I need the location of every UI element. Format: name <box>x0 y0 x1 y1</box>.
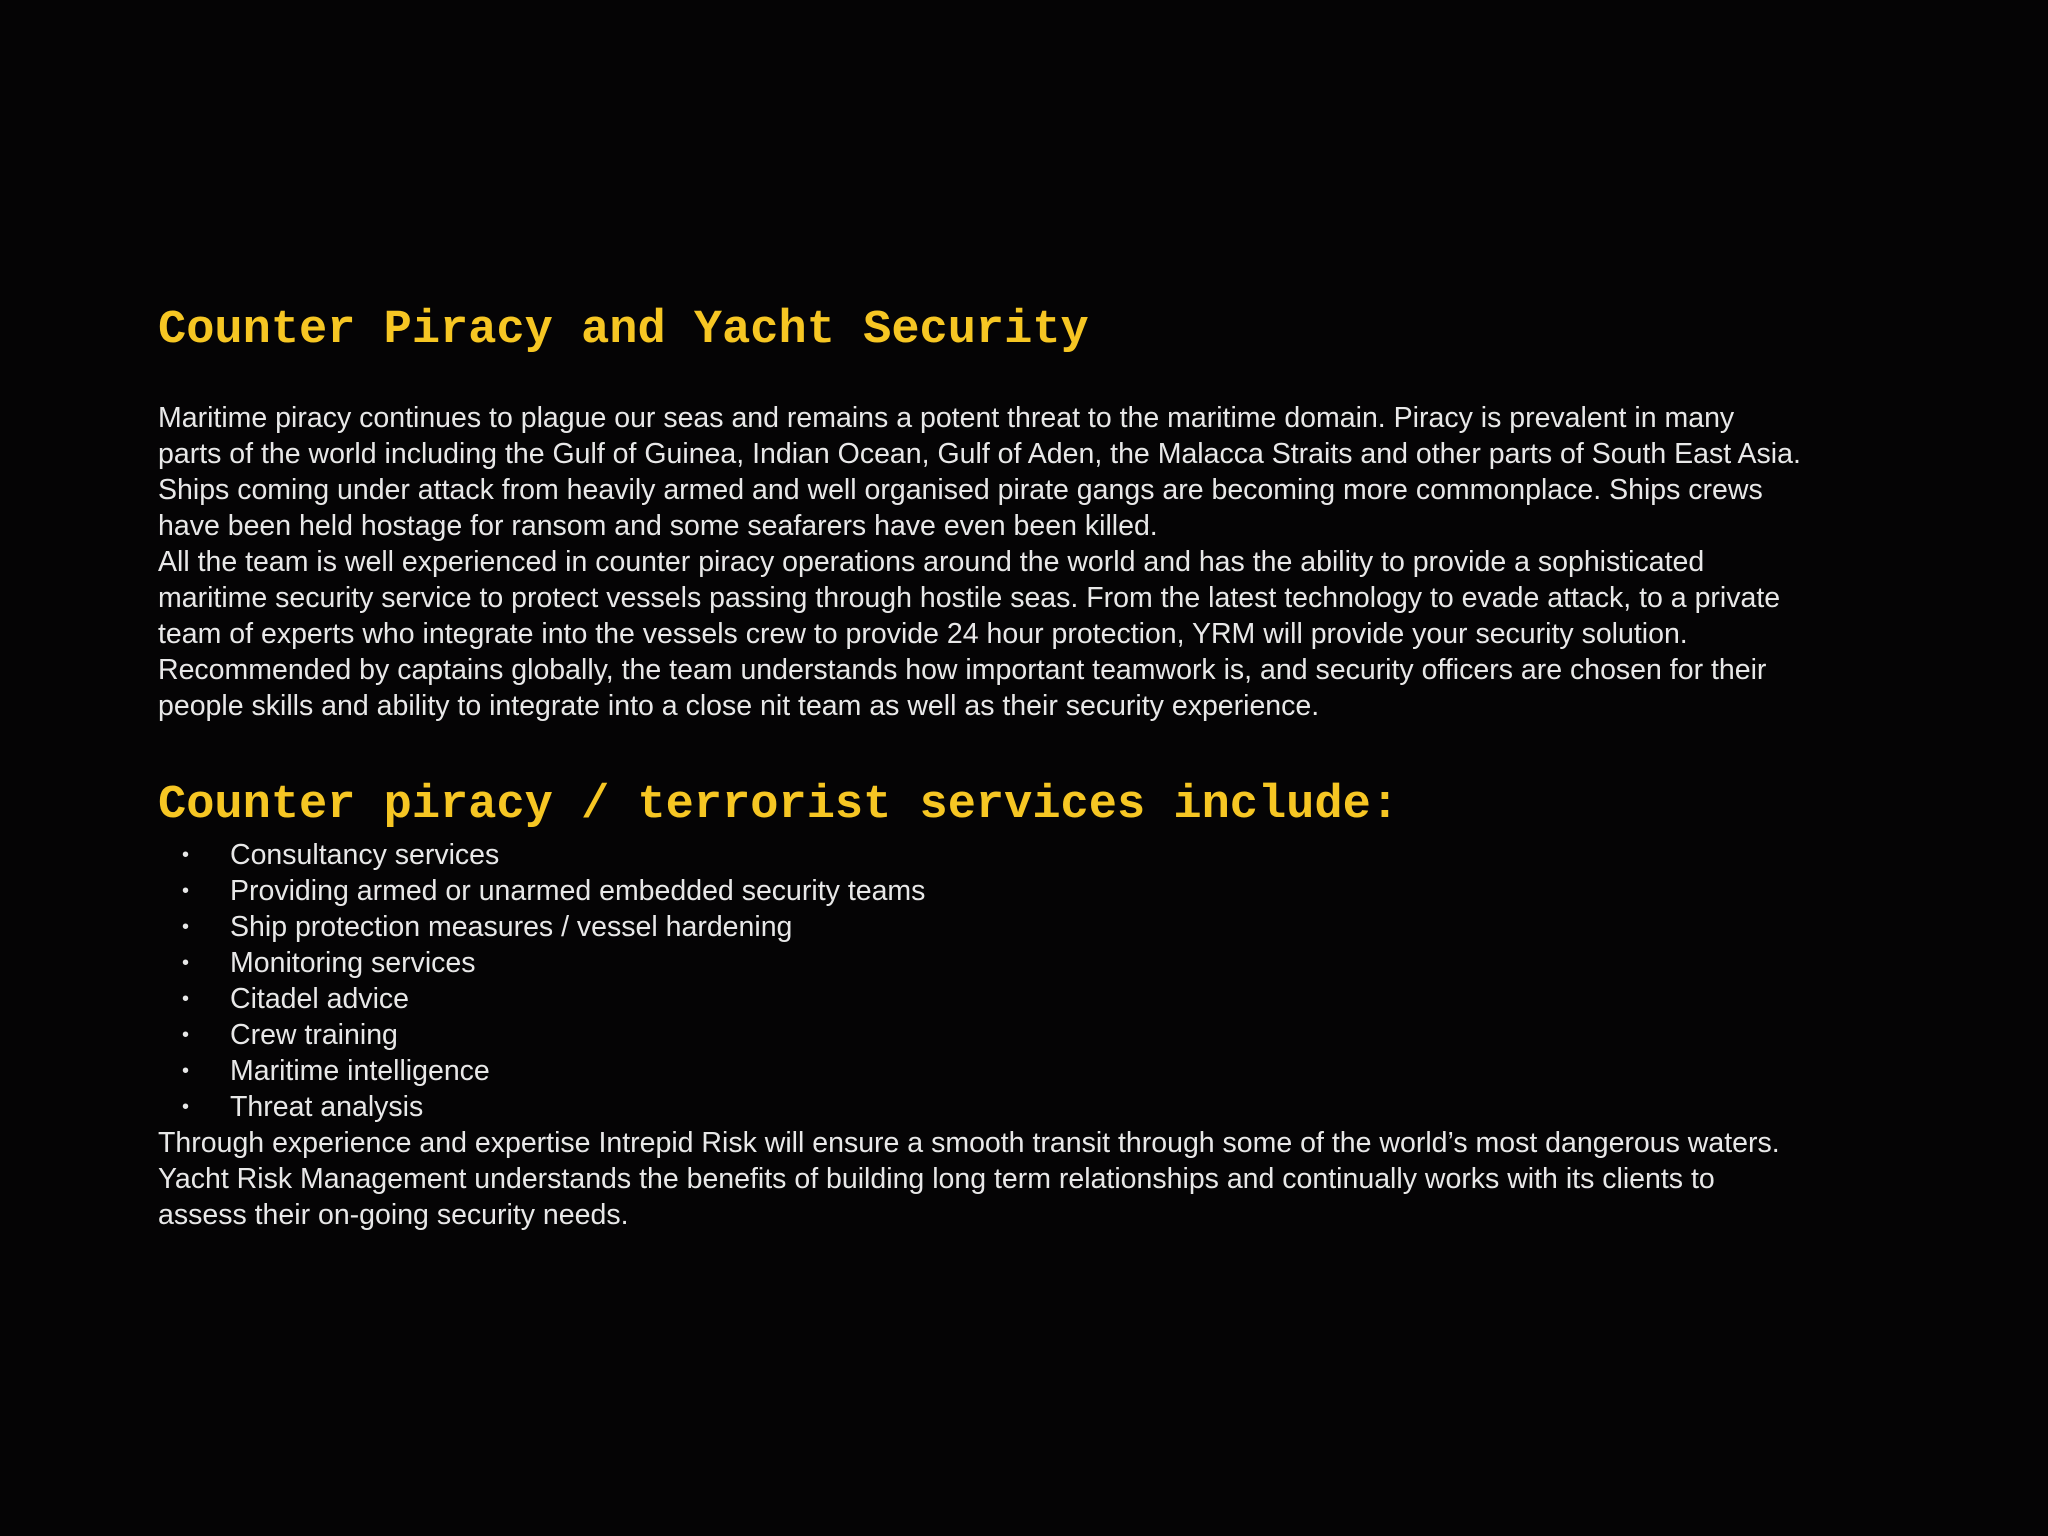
service-label: Maritime intelligence <box>230 1055 490 1087</box>
list-item <box>158 1089 1918 1125</box>
list-item <box>158 1053 1918 1089</box>
list-item <box>158 909 1918 945</box>
list-item <box>158 837 1918 873</box>
service-label: Citadel advice <box>230 983 410 1015</box>
bullet-icon: • <box>182 916 190 938</box>
intro-line: team of experts who integrate into the vessels crew to provide 24 hour protection, YRM will provide your security solution. <box>158 618 1688 650</box>
service-label: Providing armed or unarmed embedded security teams <box>230 875 926 907</box>
intro-line: Recommended by captains globally, the team understands how important teamwork is, and security officers are chosen for their <box>158 654 1767 686</box>
page-title: Counter Piracy and Yacht Security <box>158 304 1089 357</box>
list-item <box>158 873 1918 909</box>
service-label: Crew training <box>230 1019 398 1051</box>
bullet-icon: • <box>182 952 190 974</box>
list-item <box>158 981 1918 1017</box>
list-item <box>158 1017 1918 1053</box>
service-label: Threat analysis <box>230 1091 424 1123</box>
intro-line: have been held hostage for ransom and some seafarers have even been killed. <box>158 510 1158 542</box>
list-item <box>158 945 1918 981</box>
bullet-icon: • <box>182 1060 190 1082</box>
bullet-icon: • <box>182 880 190 902</box>
intro-line: people skills and ability to integrate into a close nit team as well as their security experience. <box>158 690 1320 722</box>
intro-paragraph <box>158 400 1918 724</box>
closing-line: Through experience and expertise Intrepid Risk will ensure a smooth transit through some of the world’s most dangerous waters. <box>158 1127 1780 1159</box>
closing-line: Yacht Risk Management understands the benefits of building long term relationships and continually works with its clients to <box>158 1163 1715 1195</box>
service-label: Monitoring services <box>230 947 476 979</box>
closing-line: assess their on-going security needs. <box>158 1199 629 1231</box>
slide-content <box>158 300 1918 1233</box>
bullet-icon: • <box>182 844 190 866</box>
intro-line: maritime security service to protect vessels passing through hostile seas. From the latest technology to evade attack, to a private <box>158 582 1781 614</box>
intro-line: Ships coming under attack from heavily armed and well organised pirate gangs are becoming more commonplace. Ships crews <box>158 474 1763 506</box>
intro-line: parts of the world including the Gulf of Guinea, Indian Ocean, Gulf of Aden, the Malacca Straits and other parts of South East Asia. <box>158 438 1801 470</box>
services-heading: Counter piracy / terrorist services include: <box>158 779 1400 832</box>
intro-line: Maritime piracy continues to plague our seas and remains a potent threat to the maritime domain. Piracy is prevalent in many <box>158 402 1735 434</box>
service-label: Consultancy services <box>230 839 500 871</box>
closing-paragraph <box>158 1125 1918 1233</box>
services-list <box>158 837 1918 1125</box>
bullet-icon: • <box>182 988 190 1010</box>
bullet-icon: • <box>182 1096 190 1118</box>
bullet-icon: • <box>182 1024 190 1046</box>
service-label: Ship protection measures / vessel hardening <box>230 911 793 943</box>
intro-line: All the team is well experienced in counter piracy operations around the world and has the ability to provide a sophisticated <box>158 546 1705 578</box>
